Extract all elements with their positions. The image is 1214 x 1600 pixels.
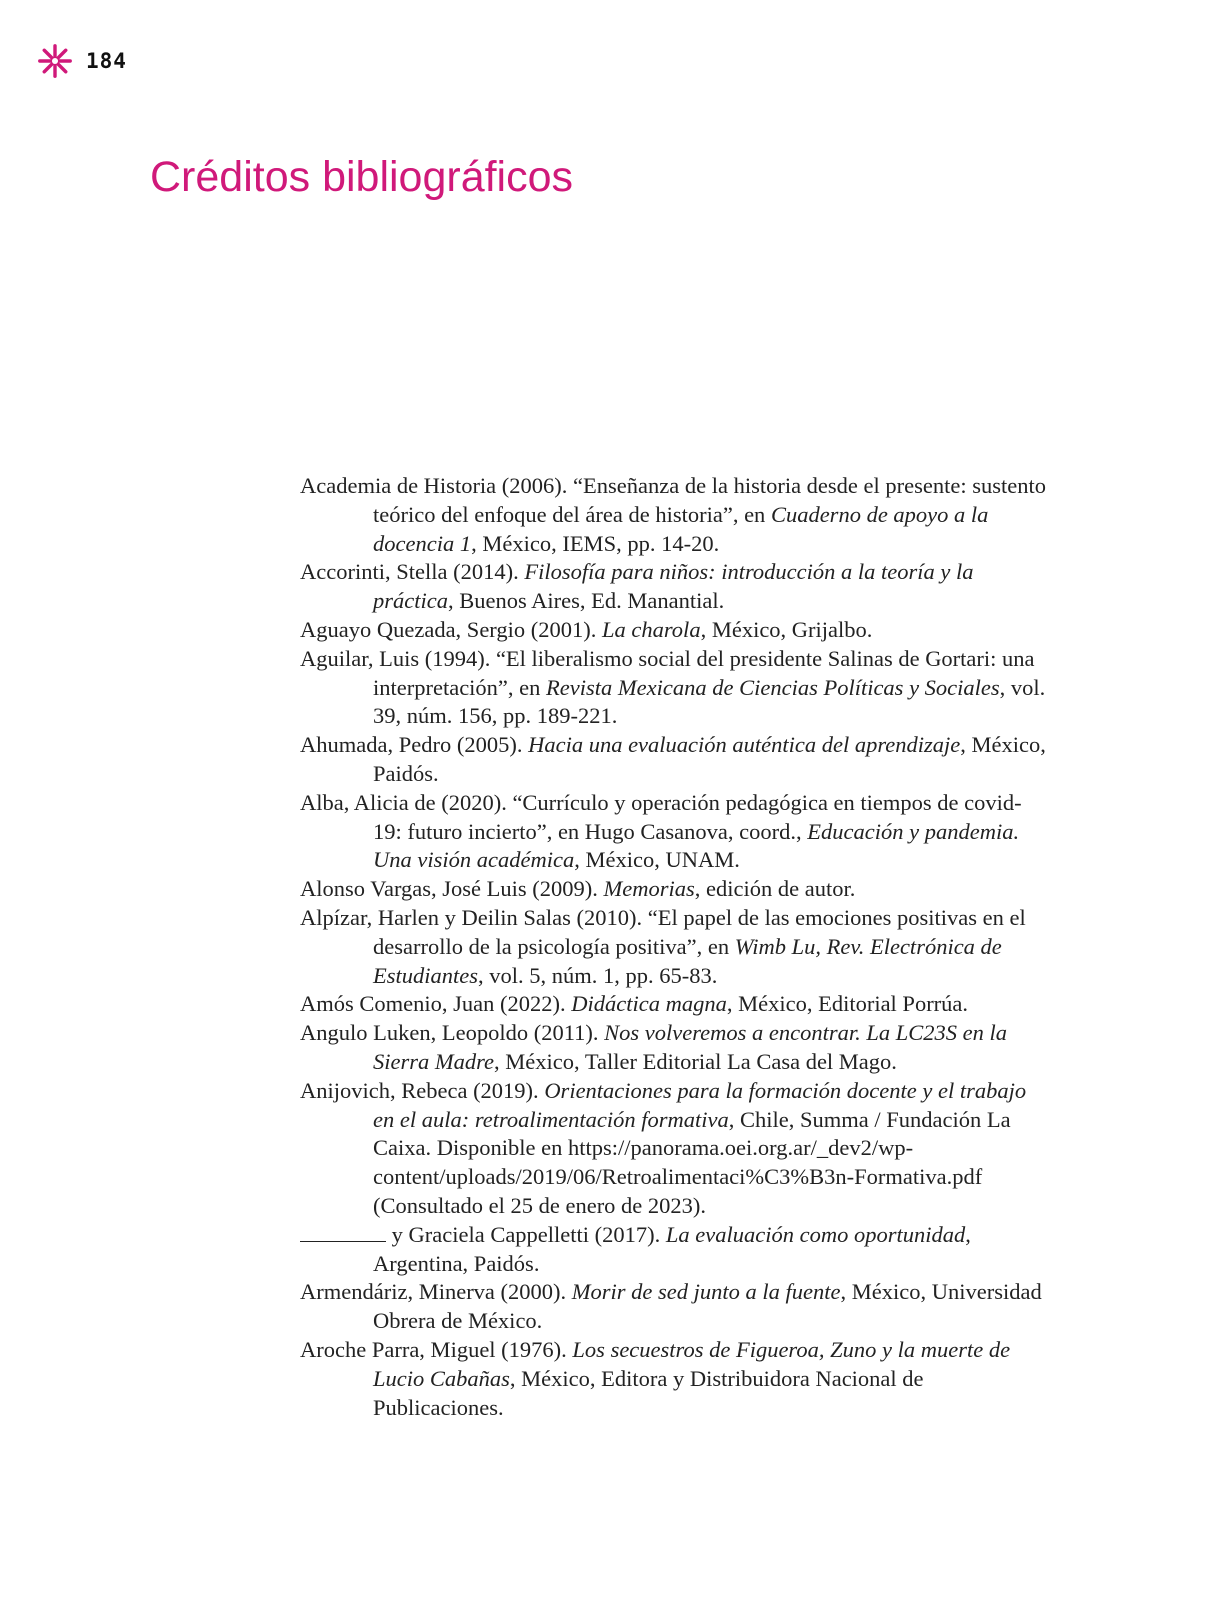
work-title: La charola	[602, 616, 701, 642]
bibliography-entry: Aguayo Quezada, Sergio (2001). La charola, México, Grijalbo.	[300, 616, 873, 642]
bibliography-list	[300, 472, 1050, 1422]
bibliography-entry: Aroche Parra, Miguel (1976). Los secuestros de Figueroa, Zuno y la muerte de Lucio Cabañas, México, Editora y Distribuidora Nacional de Publicaciones.	[300, 1336, 1011, 1420]
work-title: Cuaderno de apoyo a la docencia 1	[373, 501, 989, 556]
work-title: Orientaciones para la formación docente y el trabajo en el aula: retroalimentación formativa	[373, 1077, 1027, 1132]
bibliography-entry: Accorinti, Stella (2014). Filosofía para niños: introducción a la teoría y la práctica, Buenos Aires, Ed. Manantial.	[300, 559, 974, 614]
bibliography-entry: Alpízar, Harlen y Deilin Salas (2010). “El papel de las emociones positivas en el desarrollo de la psicología positiva”, en Wimb Lu, Rev. Electrónica de Estudiantes, vol. 5, núm. 1, pp. 65-83.	[300, 904, 1026, 988]
repeat-author-dash	[300, 1221, 386, 1242]
page-header	[36, 44, 127, 78]
work-title: Los secuestros de Figueroa, Zuno y la muerte de Lucio Cabañas	[373, 1336, 1011, 1391]
bibliography-entry: y Graciela Cappelletti (2017). La evaluación como oportunidad, Argentina, Paidós.	[300, 1221, 1050, 1279]
bibliography-entry: Angulo Luken, Leopoldo (2011). Nos volveremos a encontrar. La LC23S en la Sierra Madre, México, Taller Editorial La Casa del Mago.	[300, 1020, 1008, 1074]
page-title: Créditos bibliográficos	[150, 153, 574, 201]
work-title: Educación y pandemia. Una visión académica	[373, 818, 1020, 873]
work-title: La evaluación como oportunidad	[665, 1221, 966, 1247]
work-title: Didáctica magna	[571, 991, 727, 1017]
bibliography-entry: Alba, Alicia de (2020). “Currículo y operación pedagógica en tiempos de covid-19: futuro incierto”, en Hugo Casanova, coord., Educación y pandemia. Una visión académica, México, UNAM.	[300, 789, 1022, 873]
work-title: Morir de sed junto a la fuente	[571, 1279, 841, 1305]
work-title: Revista Mexicana de Ciencias Políticas y Sociales	[546, 674, 1000, 700]
bibliography-entry: Anijovich, Rebeca (2019). Orientaciones para la formación docente y el trabajo en el aula: retroalimentación formativa, Chile, Summa / Fundación La Caixa. Disponible en https://panorama.oei.org.ar/_dev2/wp-content/uploads/2019/06/Retroalimentaci%C3%B3n-Formativa.pdf (Consultado el 25 de enero de 2023).	[300, 1077, 1027, 1218]
bibliography-entry: Ahumada, Pedro (2005). Hacia una evaluación auténtica del aprendizaje, México, Paidós.	[300, 732, 1046, 786]
asterisk-icon	[36, 42, 74, 80]
bibliography-entry: Aguilar, Luis (1994). “El liberalismo social del presidente Salinas de Gortari: una interpretación”, en Revista Mexicana de Ciencias Políticas y Sociales, vol. 39, núm. 156, pp. 189-221.	[300, 645, 1046, 729]
work-title: Hacia una evaluación auténtica del aprendizaje	[528, 732, 961, 758]
bibliography-entry: Amós Comenio, Juan (2022). Didáctica magna, México, Editorial Porrúa.	[300, 991, 969, 1017]
bibliography-entry: Academia de Historia (2006). “Enseñanza de la historia desde el presente: sustento teórico del enfoque del área de historia”, en Cuaderno de apoyo a la docencia 1, México, IEMS, pp. 14-20.	[300, 473, 1046, 556]
work-title: Filosofía para niños: introducción a la teoría y la práctica	[373, 559, 974, 614]
work-title: Nos volveremos a encontrar. La LC23S en la Sierra Madre	[373, 1020, 1008, 1074]
work-title: Wimb Lu, Rev. Electrónica de Estudiantes	[373, 933, 1002, 988]
work-title: Memorias	[603, 876, 695, 902]
page-number: 184	[86, 49, 127, 73]
bibliography-entry: Armendáriz, Minerva (2000). Morir de sed junto a la fuente, México, Universidad Obrera de México.	[300, 1279, 1042, 1334]
bibliography-entry: Alonso Vargas, José Luis (2009). Memorias, edición de autor.	[300, 876, 856, 902]
